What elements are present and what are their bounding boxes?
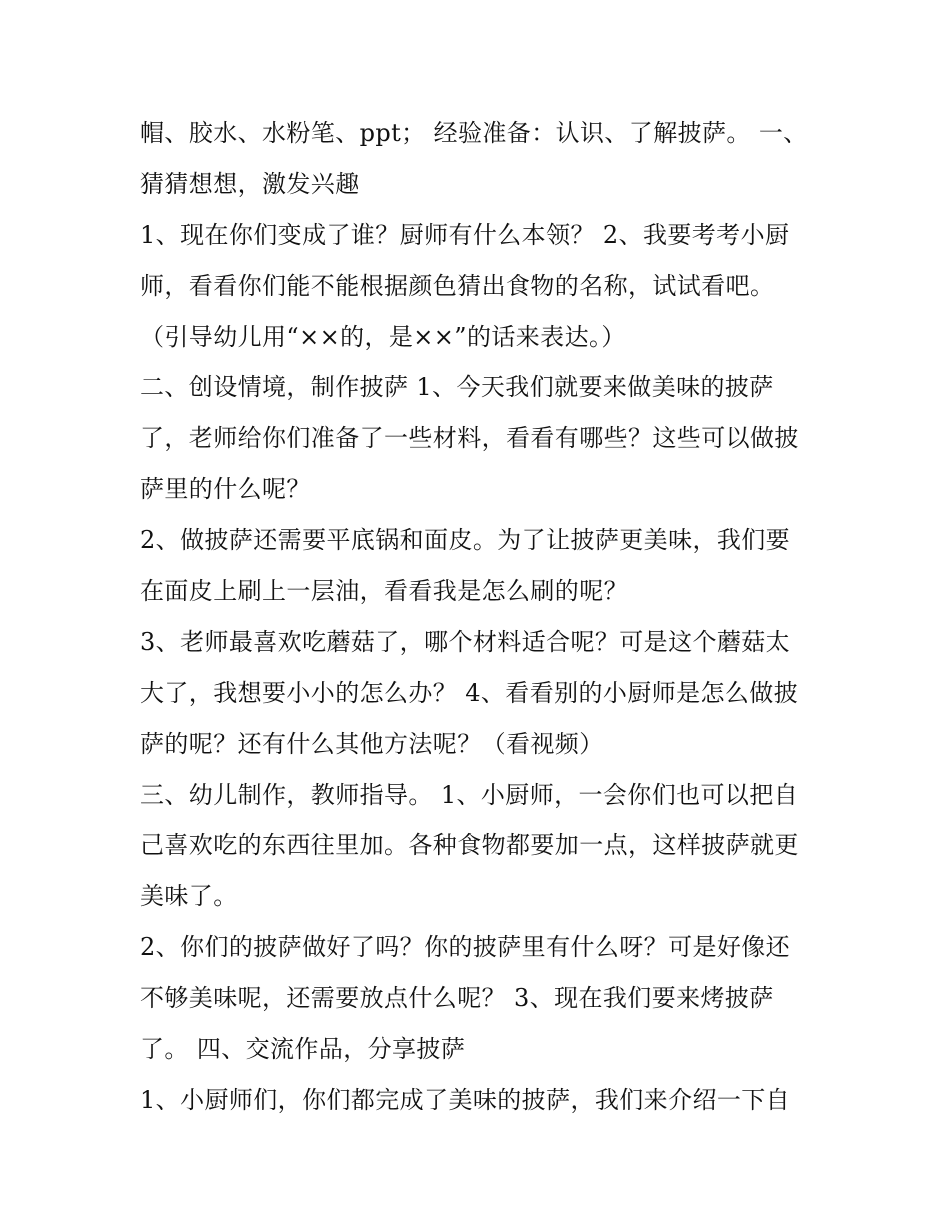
text-line: 二、创设情境，制作披萨 1、今天我们就要来做美味的披萨 <box>140 373 774 402</box>
body-text <box>140 108 830 1126</box>
text-line: 猜猜想想，激发兴趣 <box>140 169 360 198</box>
text-line: 萨里的什么呢？ <box>140 475 311 504</box>
text-line: 3、老师最喜欢吃蘑菇了，哪个材料适合呢？可是这个蘑菇太 <box>140 627 791 656</box>
text-line: 1、现在你们变成了谁？厨师有什么本领？ 2、我要考考小厨 <box>140 220 790 249</box>
text-line: 美味了。 <box>140 882 238 911</box>
text-line: 了。 四、交流作品，分享披萨 <box>140 1035 466 1064</box>
text-line: （引导幼儿用“××的，是××”的话来表达。） <box>140 322 626 351</box>
text-line: 2、做披萨还需要平底锅和面皮。为了让披萨更美味，我们要 <box>140 526 791 555</box>
text-line: 师，看看你们能不能根据颜色猜出食物的名称，试试看吧。 <box>140 271 775 300</box>
text-line: 2、你们的披萨做好了吗？你的披萨里有什么呀？可是好像还 <box>140 933 791 962</box>
text-line: 萨的呢？还有什么其他方法呢？（看视频） <box>140 729 604 758</box>
text-line: 在面皮上刷上一层油，看看我是怎么刷的呢？ <box>140 577 628 606</box>
text-line: 不够美味呢，还需要放点什么呢？ 3、现在我们要来烤披萨 <box>140 984 774 1013</box>
text-line: 帽、胶水、水粉笔、ppt； 经验准备：认识、了解披萨。 一、 <box>140 119 808 147</box>
text-line: 了，老师给你们准备了一些材料，看看有哪些？这些可以做披 <box>140 424 799 453</box>
text-line: 大了，我想要小小的怎么办？ 4、看看别的小厨师是怎么做披 <box>140 678 799 707</box>
text-line: 1、小厨师们，你们都完成了美味的披萨，我们来介绍一下自 <box>140 1085 791 1114</box>
text-line: 己喜欢吃的东西往里加。各种食物都要加一点，这样披萨就更 <box>140 831 799 860</box>
text-line: 三、幼儿制作，教师指导。 1、小厨师，一会你们也可以把自 <box>140 780 799 809</box>
